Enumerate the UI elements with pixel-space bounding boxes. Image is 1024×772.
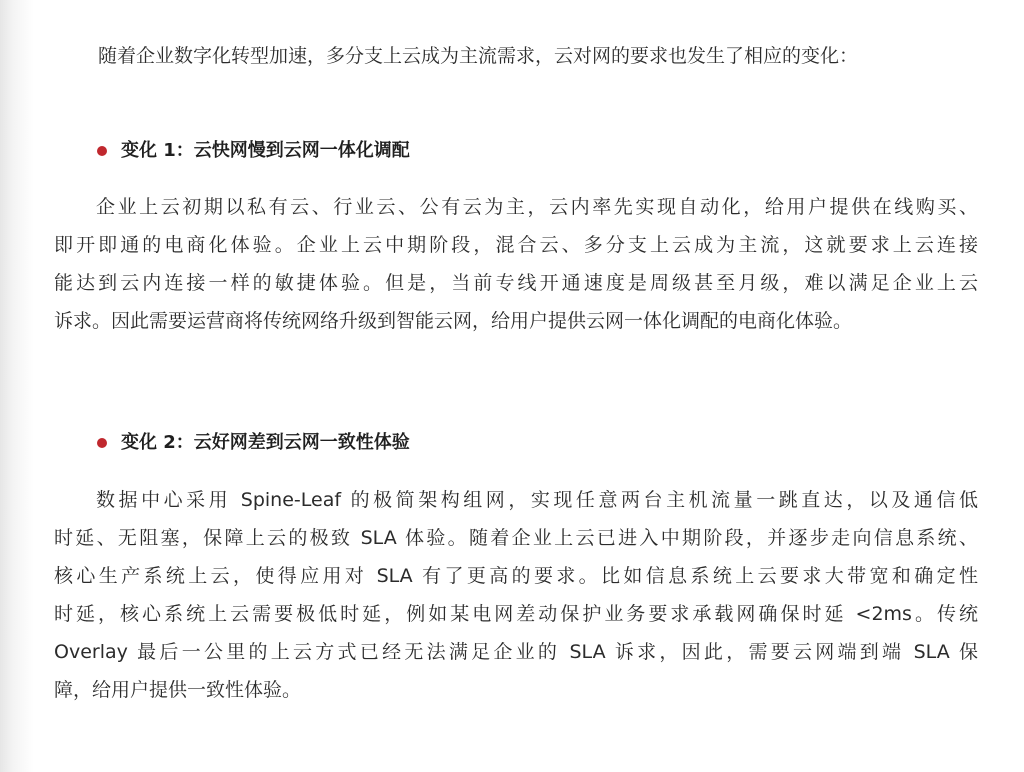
paragraph-line: 时延、无阻塞，保障上云的极致 SLA 体验。随着企业上云已进入中期阶段，并逐步走向信息系统、 xyxy=(54,527,978,549)
bullet-icon xyxy=(97,146,107,156)
paragraph-line: 核心生产系统上云，使得应用对 SLA 有了更高的要求。比如信息系统上云要求大带宽和确定性 xyxy=(54,565,978,587)
paragraph-line: 即开即通的电商化体验。企业上云中期阶段，混合云、多分支上云成为主流，这就要求上云连接 xyxy=(54,234,978,256)
paragraph-line: 障，给用户提供一致性体验。 xyxy=(54,679,302,701)
paragraph-line: 能达到云内连接一样的敏捷体验。但是，当前专线开通速度是周级甚至月级，难以满足企业上云 xyxy=(54,272,978,294)
paragraph-line: Overlay 最后一公里的上云方式已经无法满足企业的 SLA 诉求，因此，需要云网端到端 SLA 保 xyxy=(54,641,978,663)
section-heading-change-1 xyxy=(97,135,410,167)
intro-paragraph: 随着企业数字化转型加速，多分支上云成为主流需求，云对网的要求也发生了相应的变化： xyxy=(98,45,859,67)
section-body-change-1 xyxy=(54,188,978,340)
paragraph-line: 企业上云初期以私有云、行业云、公有云为主，云内率先实现自动化，给用户提供在线购买、 xyxy=(96,196,978,218)
section-title: 变化 1：云快网慢到云网一体化调配 xyxy=(121,140,410,161)
paragraph-line: 诉求。因此需要运营商将传统网络升级到智能云网，给用户提供云网一体化调配的电商化体验。 xyxy=(54,310,853,332)
paragraph-line: 时延，核心系统上云需要极低时延，例如某电网差动保护业务要求承载网确保时延 <2ms。传统 xyxy=(54,603,978,625)
section-heading-change-2 xyxy=(97,427,410,459)
section-title: 变化 2：云好网差到云网一致性体验 xyxy=(121,432,410,453)
bullet-icon xyxy=(97,438,107,448)
section-body-change-2 xyxy=(54,481,978,709)
paragraph-line: 数据中心采用 Spine-Leaf 的极简架构组网，实现任意两台主机流量一跳直达，以及通信低 xyxy=(96,489,978,511)
